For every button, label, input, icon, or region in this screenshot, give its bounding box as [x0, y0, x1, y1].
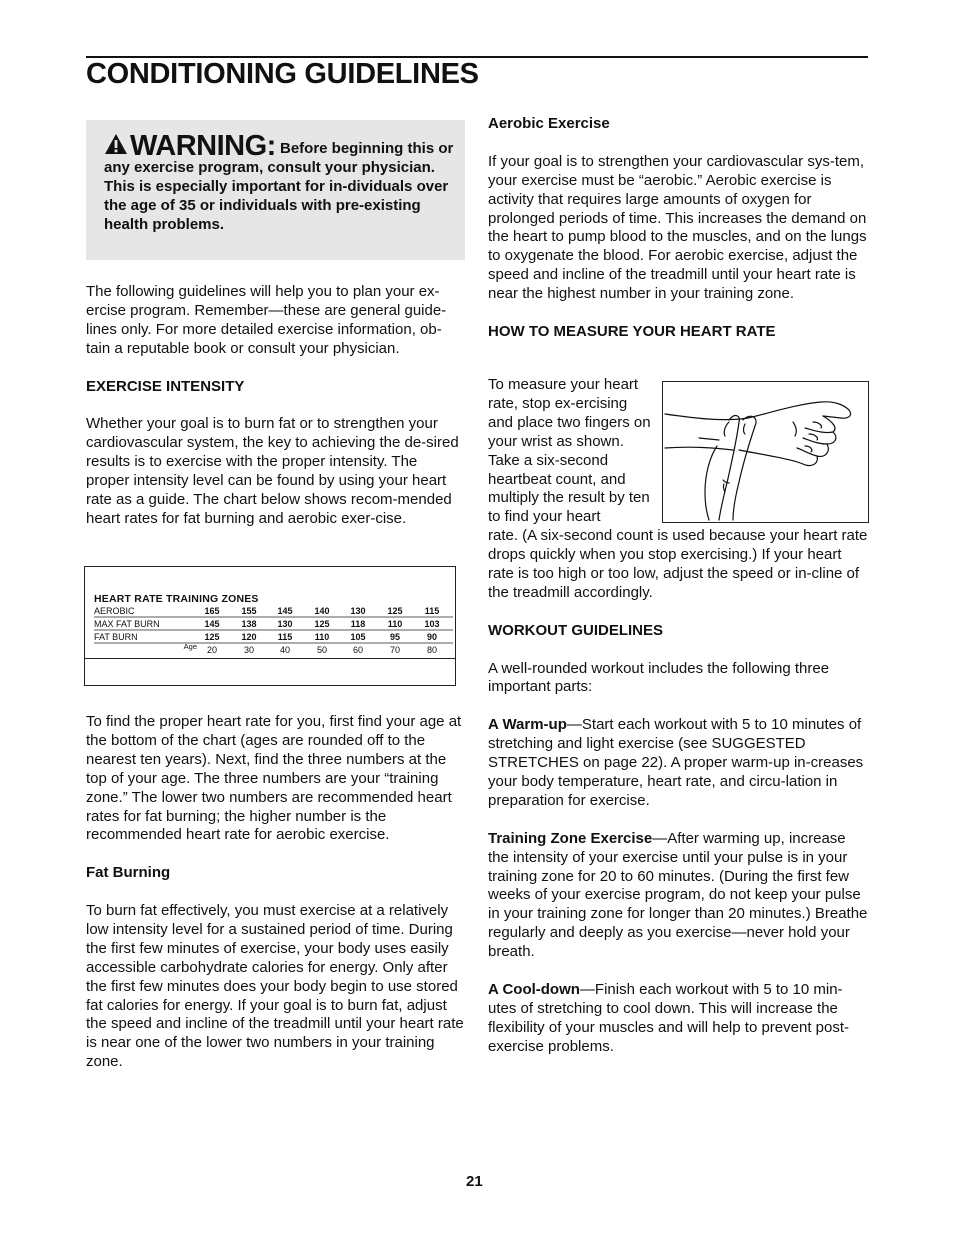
warning-text-block	[104, 130, 454, 235]
chart-cell-value: 90	[426, 632, 438, 642]
chart-cell-value: 125	[314, 619, 330, 629]
chart-table-svg	[85, 567, 455, 658]
chart-age-tick: 50	[316, 645, 328, 655]
aerobic-exercise-heading: Aerobic Exercise	[488, 115, 610, 132]
warmup-text: —Start each workout with 5 to 10 minutes of stretching and light exercise (see SUGGESTED STRETCHES on page 22). A proper warm-up in-creases your body temperature, heart rate, and circu-lation in preparation for exercise.	[488, 716, 864, 809]
chart-cell-value: 145	[277, 606, 293, 616]
fat-burning-paragraph: To burn fat effectively, you must exercise at a relatively low intensity level for a sustained period of time. During the first few minutes of exercise, your body uses easily accessible carbohydrate calories for energy. Only after the first few minutes does your body begin to use stored fat calories for energy. If your goal is to burn fat, adjust the speed and incline of the treadmill until your heart rate is near one of the lower two numbers in your training zone.	[86, 902, 464, 1071]
chart-age-tick: 40	[279, 645, 291, 655]
chart-cell-value: 95	[389, 632, 401, 642]
chart-row-label: FAT BURN	[94, 632, 138, 642]
chart-cell-value: 125	[204, 632, 220, 642]
chart-instructions-paragraph: To find the proper heart rate for you, first find your age at the bottom of the chart (ages are rounded off to the nearest ten years). Next, find the three numbers at the top of your age. The three numbers are your “training zone.” The lower two numbers are recommended heart rates for fat burning; the higher number is the recommended heart rate for aerobic exercise.	[86, 713, 462, 844]
measure-heart-rate-heading: HOW TO MEASURE YOUR HEART RATE	[488, 322, 776, 340]
chart-age-tick: 30	[243, 645, 255, 655]
cooldown-label: A Cool-down	[488, 980, 580, 998]
measure-text-narrow: To measure your heart rate, stop ex-ercising and place two fingers on your wrist as shown. Take a six-second heartbeat count, and multiply the result by ten to find your heart	[488, 376, 651, 526]
cooldown-text: —Finish each workout with 5 to 10 min-utes of stretching to cool down. This will increase the flexibility of your muscles and will help to prevent post-exercise problems.	[488, 980, 849, 1055]
warning-text-first: Before beginning	[280, 140, 404, 157]
page-title: CONDITIONING GUIDELINES	[86, 58, 479, 90]
warning-text-rest: this or any exercise program, consult your physician. This is especially important for in-dividuals over the age of 35 or individuals with pre-existing health problems.	[104, 140, 454, 233]
workout-guidelines-heading: WORKOUT GUIDELINES	[488, 621, 663, 639]
left-column-lower	[86, 713, 464, 1072]
cooldown-paragraph	[488, 981, 868, 1057]
measure-text-wide: rate. (A six-second count is used because your heart rate drops quickly when you stop exercising.) If your heart rate is too high or too low, adjust the speed or in-cline of the treadmill accordingly.	[488, 527, 868, 601]
chart-cell-value: 130	[350, 606, 366, 616]
chart-age-tick: 60	[352, 645, 364, 655]
chart-cell-value: 118	[350, 619, 366, 629]
fat-burning-heading: Fat Burning	[86, 864, 171, 882]
chart-age-tick: 20	[206, 645, 218, 655]
aerobic-exercise-paragraph: If your goal is to strengthen your cardiovascular sys-tem, your exercise must be “aerobic.” Aerobic exercise is activity that requires large amounts of oxygen for prolonged periods of time. This increases the demand on the heart to pump blood to the muscles, and on the lungs to oxygenate the blood. For aerobic exercise, adjust the speed and incline of the treadmill until your heart rate is near the highest number in your training zone.	[488, 152, 867, 303]
intro-paragraph: The following guidelines will help you to plan your ex-ercise program. Remember—these are general guide-lines only. For more detailed exercise information, ob-tain a reputable book or consult your physician.	[86, 283, 447, 357]
workout-intro-paragraph: A well-rounded workout includes the following three important parts:	[488, 659, 830, 696]
exercise-intensity-paragraph: Whether your goal is to burn fat or to strengthen your cardiovascular system, the key to achieving the de-sired results is to exercise with the proper intensity. The proper intensity level can be found by using your heart rate as a guide. The chart below shows recom-mended heart rates for fat burning and aerobic exer-cise.	[86, 415, 459, 527]
chart-cell-value: 103	[424, 619, 440, 629]
chart-axis-label: Age	[183, 642, 197, 651]
chart-cell-value: 115	[424, 606, 440, 616]
chart-row-label: AEROBIC	[94, 606, 135, 616]
warning-triangle-icon	[104, 133, 128, 155]
chart-cell-value: 165	[204, 606, 220, 616]
chart-cell-value: 110	[387, 619, 403, 629]
chart-row-label: MAX FAT BURN	[94, 619, 160, 629]
pulse-check-illustration	[662, 381, 869, 523]
right-column	[488, 115, 870, 342]
heart-rate-chart	[84, 566, 456, 686]
page-number: 21	[466, 1173, 483, 1190]
exercise-intensity-heading: EXERCISE INTENSITY	[86, 377, 245, 395]
chart-cell-value: 130	[277, 619, 293, 629]
chart-age-tick: 80	[426, 645, 438, 655]
warning-label: WARNING:	[130, 130, 276, 162]
chart-age-tick: 70	[389, 645, 401, 655]
heart-rate-chart-inner	[85, 567, 455, 659]
chart-cell-value: 125	[387, 606, 403, 616]
warmup-paragraph	[488, 716, 868, 811]
warning-box	[86, 120, 465, 260]
training-zone-text: —After warming up, increase the intensity of your exercise until your pulse is in your training zone for 20 to 60 minutes. (During the first few weeks of your exercise program, do not keep your pulse in your training zone for longer than 20 minutes.) Breathe regularly and deeply as you exercise—never hold your breath.	[488, 829, 868, 961]
left-column	[86, 283, 464, 529]
chart-cell-value: 120	[241, 632, 257, 642]
chart-cell-value: 140	[314, 606, 330, 616]
hand-on-wrist-icon	[663, 382, 868, 522]
chart-cell-value: 145	[204, 619, 220, 629]
chart-cell-value: 105	[350, 632, 366, 642]
warmup-label: A Warm-up	[488, 716, 567, 734]
chart-cell-value: 155	[241, 606, 257, 616]
training-zone-label: Training Zone Exercise	[488, 829, 653, 847]
training-zone-paragraph	[488, 830, 868, 962]
chart-title: HEART RATE TRAINING ZONES	[94, 593, 259, 605]
chart-cell-value: 138	[241, 619, 257, 629]
chart-cell-value: 115	[277, 632, 293, 642]
chart-cell-value: 110	[314, 632, 330, 642]
